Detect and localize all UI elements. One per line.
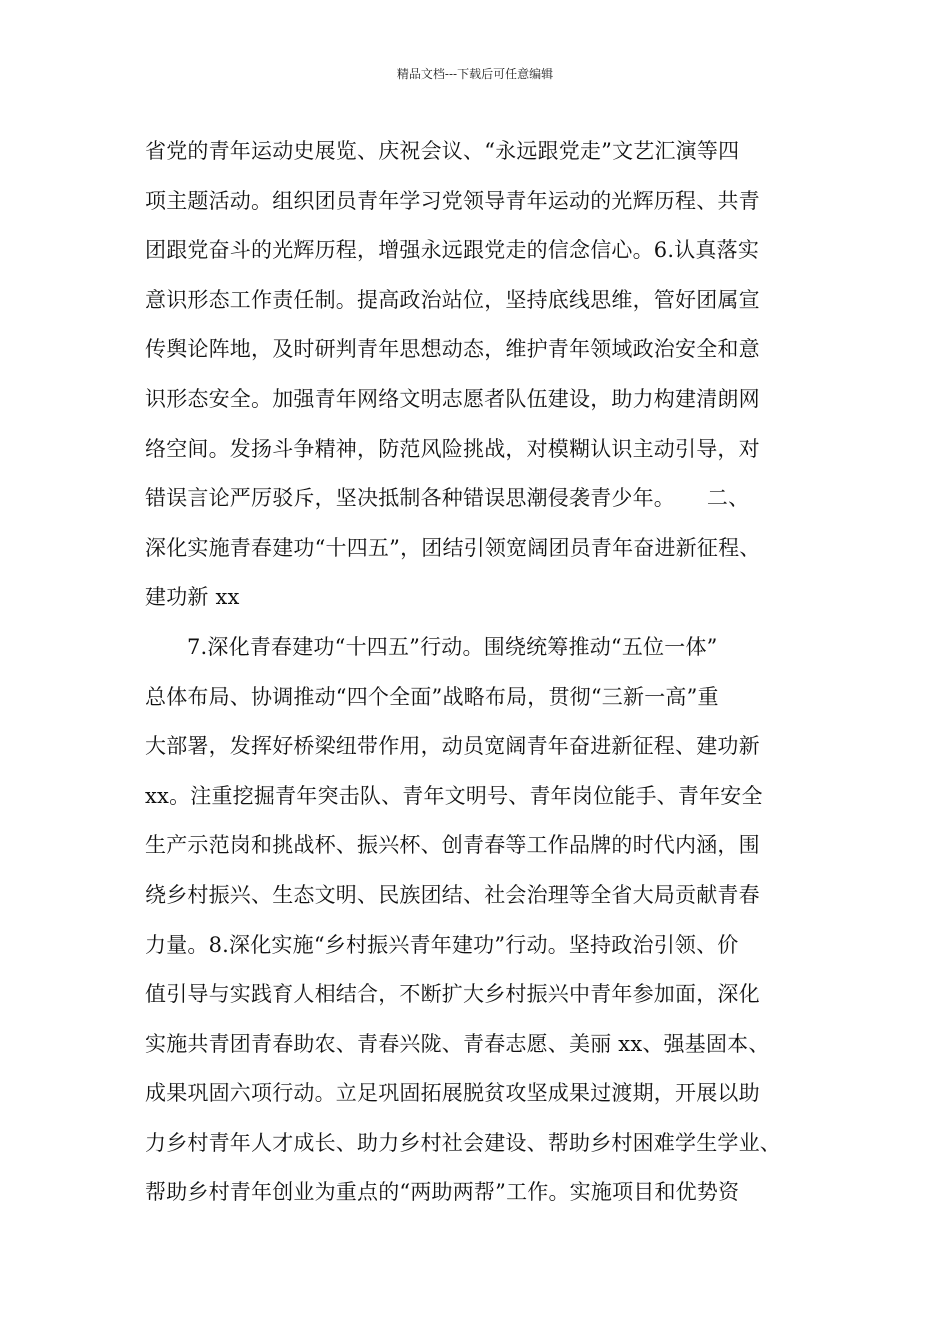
paragraph-start-line: 7.深化青春建功“十四五”行动。围绕统筹推动“五位一体” (187, 634, 718, 659)
text-line: 大部署，发挥好桥梁纽带作用，动员宽阔青年奋进新征程、建功新 (145, 734, 760, 759)
text-line: 深化实施青春建功“十四五”，团结引领宽阔团员青年奋进新征程、 (145, 535, 761, 560)
text-line: 项主题活动。组织团员青年学习党领导青年运动的光辉历程、共青 (145, 188, 760, 213)
text-line: 总体布局、协调推动“四个全面”战略布局，贯彻“三新一高”重 (145, 684, 719, 709)
text-line: 错误言论严厉驳斥，坚决抵制各种错误思潮侵袭青少年。 二、 (145, 486, 750, 511)
text-line: 识形态安全。加强青年网络文明志愿者队伍建设，助力构建清朗网 (145, 386, 760, 411)
text-line: 传舆论阵地，及时研判青年思想动态，维护青年领域政治安全和意 (145, 337, 760, 362)
text-line: xx。注重挖掘青年突击队、青年文明号、青年岗位能手、青年安全 (145, 783, 763, 808)
text-line: 值引导与实践育人相结合，不断扩大乡村振兴中青年参加面，深化 (145, 982, 760, 1007)
text-line: 团跟党奋斗的光辉历程，增强永远跟党走的信念信心。6.认真落实 (145, 238, 760, 263)
text-line: 实施共青团青春助农、青春兴陇、青春志愿、美丽 xx、强基固本、 (145, 1031, 770, 1056)
text-line: 意识形态工作责任制。提高政治站位，坚持底线思维，管好团属宣 (145, 287, 760, 312)
page-header: 精品文档---下载后可任意编辑 (396, 67, 554, 81)
text-line: 力乡村青年人才成长、助力乡村社会建设、帮助乡村困难学生学业、 (145, 1130, 781, 1155)
text-line: 力量。8.深化实施“乡村振兴青年建功”行动。坚持政治引领、价 (145, 932, 739, 957)
document-body (145, 127, 817, 1218)
text-line: 省党的青年运动史展览、庆祝会议、“永远跟党走”文艺汇演等四 (145, 139, 740, 163)
text-line: 建功新 xx (145, 585, 240, 610)
text-line: 生产示范岗和挑战杯、振兴杯、创青春等工作品牌的时代内涵，围 (145, 833, 760, 858)
text-line: 成果巩固六项行动。立足巩固拓展脱贫攻坚成果过渡期，开展以助 (145, 1081, 760, 1106)
text-line: 绕乡村振兴、生态文明、民族团结、社会治理等全省大局贡献青春 (145, 882, 760, 907)
text-line: 帮助乡村青年创业为重点的“两助两帮”工作。实施项目和优势资 (145, 1180, 740, 1205)
text-line: 络空间。发扬斗争精神，防范风险挑战，对模糊认识主动引导，对 (145, 436, 760, 461)
